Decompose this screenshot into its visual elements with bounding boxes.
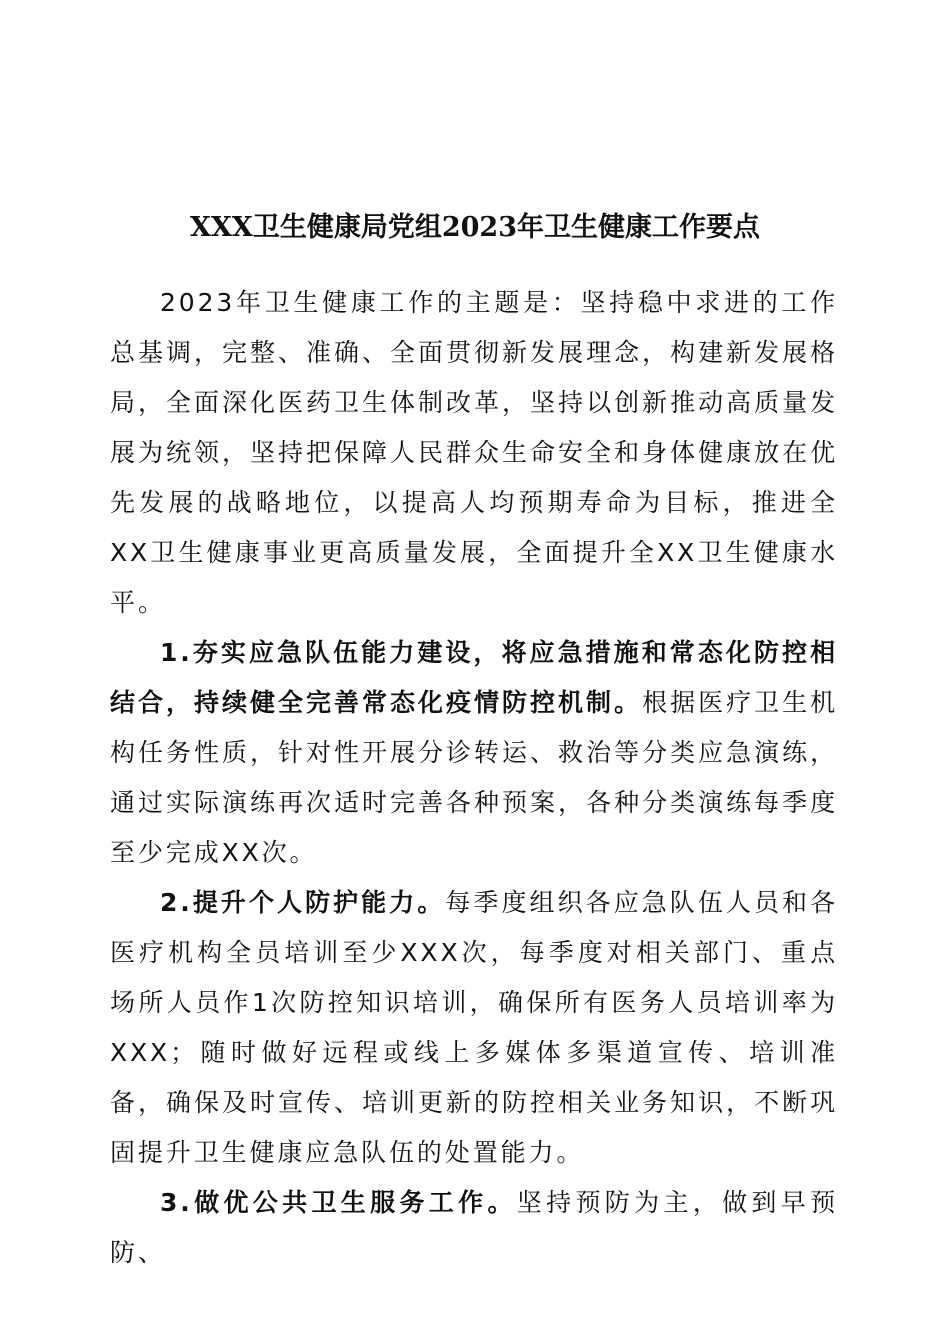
paragraph-lead: 1.夯实应急队伍能力建设，将应急措施和常态化防控相结合，持续健全完善常态化疫情防控机制。 [110, 638, 838, 717]
paragraph-lead: 3.做优公共卫生服务工作。 [160, 1188, 517, 1217]
paragraph-text: 根据医疗卫生机构任务性质，针对性开展分诊转运、救治等分类应急演练，通过实际演练再次适时完善各种预案，各种分类演练每季度至少完成XX次。 [110, 688, 838, 867]
paragraph-text: 2023年卫生健康工作的主题是：坚持稳中求进的工作总基调，完整、准确、全面贯彻新发展理念，构建新发展格局，全面深化医药卫生体制改革，坚持以创新推动高质量发展为统领，坚持把保障人民群众生命安全和身体健康放在优先发展的战略地位，以提高人均预期寿命为目标，推进全XX卫生健康事业更高质量发展，全面提升全XX卫生健康水平。 [110, 288, 838, 617]
paragraph-lead: 2.提升个人防护能力。 [160, 888, 446, 917]
paragraph-item-1 [110, 628, 838, 878]
document-body [110, 278, 838, 1278]
document-title: XXX卫生健康局党组2023年卫生健康工作要点 [190, 212, 760, 243]
paragraph-text: 坚持预防为主，做到早预防、 [110, 1188, 839, 1267]
paragraph-intro [110, 278, 838, 628]
paragraph-item-3 [110, 1178, 838, 1278]
paragraph-item-2 [110, 878, 838, 1178]
paragraph-text: 每季度组织各应急队伍人员和各医疗机构全员培训至少XXX次，每季度对相关部门、重点场所人员作1次防控知识培训，确保所有医务人员培训率为XXX；随时做好远程或线上多媒体多渠道宣传、培训准备，确保及时宣传、培训更新的防控相关业务知识，不断巩固提升卫生健康应急队伍的处置能力。 [110, 888, 838, 1167]
